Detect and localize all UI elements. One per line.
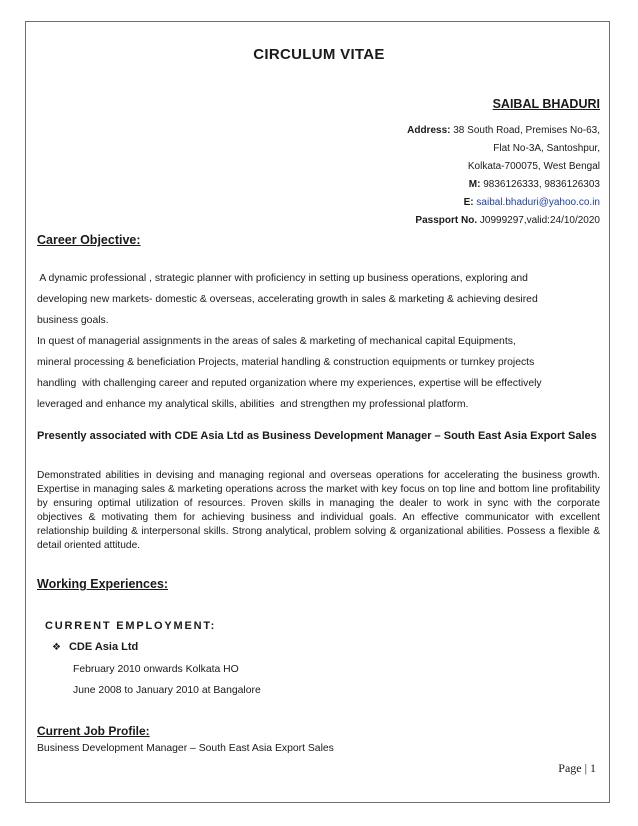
email-link[interactable]: saibal.bhaduri@yahoo.co.in — [476, 197, 600, 208]
address-label: Address: — [407, 125, 451, 136]
mobile-line — [469, 178, 600, 192]
passport-line — [415, 214, 600, 228]
present-position-summary: Demonstrated abilities in devising and managing regional and overseas operations for accelerating the business growth. Expertise in managing sales & marketing operations across the market with key focus on top line and bottom line profitability by ensuring optimal utilization of resources. Proven skills in managing the dealer to work in sync with the corporate objectives & motivating them for achieving business and individual goals. An effective communicator with excellent relationship building & interpersonal skills. Strong analytical, problem solving & organizational abilities. Possess a flexible & detail oriented attitude. — [37, 470, 600, 551]
career-objective-heading: Career Objective: — [37, 233, 141, 247]
objective-line: handling with challenging career and reputed organization where my experiences, expertise will be effectively — [37, 378, 542, 389]
objective-line: In quest of managerial assignments in the areas of sales & marketing of mechanical capital Equipments, — [37, 336, 516, 347]
company-entry — [52, 641, 138, 653]
diamond-bullet-icon: ❖ — [52, 642, 61, 653]
passport-value: J0999297,valid:24/10/2020 — [479, 215, 600, 226]
objective-line: mineral processing & beneficiation Projects, material handling & construction equipments or turnkey projects — [37, 357, 535, 368]
objective-line: A dynamic professional , strategic planner with proficiency in setting up business operations, exploring and — [37, 273, 528, 284]
objective-line: leveraged and enhance my analytical skills, abilities and strengthen my professional platform. — [37, 399, 469, 410]
document-title: CIRCULUM VITAE — [253, 46, 385, 63]
address-value-1: 38 South Road, Premises No-63, — [453, 125, 600, 136]
company-name: CDE Asia Ltd — [68, 641, 139, 653]
career-objective-text — [37, 268, 600, 415]
objective-line: business goals. — [37, 315, 109, 326]
employment-periods — [73, 659, 261, 701]
employment-period: June 2008 to January 2010 at Bangalore — [73, 685, 261, 696]
mobile-value: 9836126333, 9836126303 — [483, 179, 600, 190]
current-employment-label: CURRENT EMPLOYMENT: — [45, 620, 217, 632]
passport-label: Passport No. — [415, 215, 478, 226]
job-profile-text: Business Development Manager – South East Asia Export Sales — [37, 743, 334, 754]
address-line-3: Kolkata-700075, West Bengal — [467, 161, 600, 172]
objective-line: developing new markets- domestic & overseas, accelerating growth in sales & marketing & achieving desired — [37, 294, 538, 305]
working-experiences-heading: Working Experiences: — [37, 577, 169, 591]
present-position-heading: Presently associated with CDE Asia Ltd as Business Development Manager – South East Asia Export Sales — [37, 430, 597, 442]
job-profile-heading: Current Job Profile: — [37, 724, 150, 738]
address-line-1 — [407, 124, 600, 138]
page-number: Page | 1 — [558, 761, 596, 775]
address-line-2: Flat No-3A, Santoshpur, — [493, 143, 600, 154]
candidate-name: SAIBAL BHADURI — [492, 97, 600, 111]
email-line — [464, 196, 600, 210]
email-label: E: — [463, 197, 474, 208]
employment-period: February 2010 onwards Kolkata HO — [73, 664, 239, 675]
mobile-label: M: — [468, 179, 481, 190]
